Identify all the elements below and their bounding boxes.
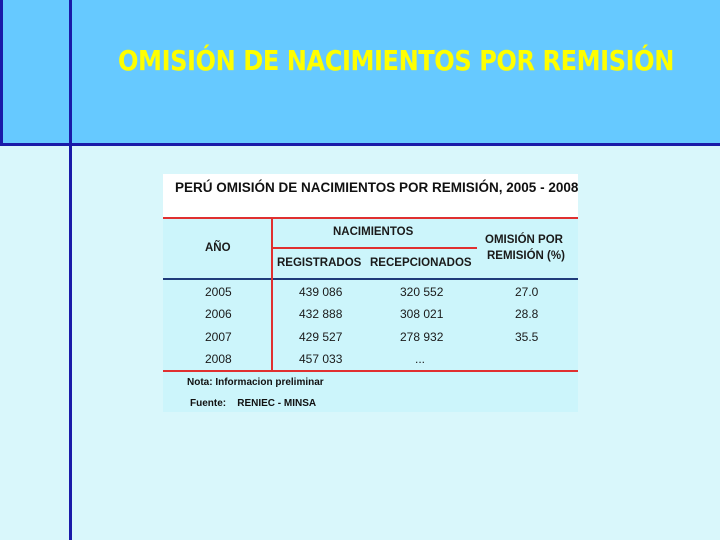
cell-omission: 28.8 bbox=[515, 307, 539, 321]
vertical-rule-line bbox=[69, 0, 72, 540]
table-caption: PERÚ OMISIÓN DE NACIMIENTOS POR REMISIÓN, 2005 - 2008 bbox=[175, 180, 579, 195]
cell-omission: 27.0 bbox=[515, 285, 539, 299]
cell-omission: 35.5 bbox=[515, 330, 539, 344]
horizontal-rule-line bbox=[0, 143, 720, 146]
header-year: AÑO bbox=[205, 242, 231, 254]
header-registered: REGISTRADOS bbox=[277, 257, 362, 269]
cell-registered: 432 888 bbox=[299, 307, 343, 321]
cell-year: 2006 bbox=[205, 307, 232, 321]
cell-received: 320 552 bbox=[400, 285, 444, 299]
header-received: RECEPCIONADOS bbox=[370, 257, 472, 269]
data-table bbox=[163, 174, 578, 412]
cell-year: 2007 bbox=[205, 330, 232, 344]
cell-received: 308 021 bbox=[400, 307, 444, 321]
header-omission-line1: OMISIÓN POR bbox=[485, 234, 563, 246]
cell-registered: 439 086 bbox=[299, 285, 343, 299]
left-border-line bbox=[0, 0, 3, 145]
cell-received: ... bbox=[415, 352, 426, 366]
header-births: NACIMIENTOS bbox=[333, 226, 414, 238]
table-bottom-rule bbox=[163, 370, 578, 372]
slide-title: OMISIÓN DE NACIMIENTOS POR REMISIÓN bbox=[118, 44, 674, 77]
year-column-rule bbox=[271, 218, 273, 370]
births-group-rule bbox=[272, 247, 477, 249]
cell-year: 2008 bbox=[205, 352, 232, 366]
table-source: Fuente: RENIEC - MINSA bbox=[190, 398, 317, 409]
table-top-rule bbox=[163, 217, 578, 219]
cell-registered: 429 527 bbox=[299, 330, 343, 344]
table-note: Nota: Informacion preliminar bbox=[187, 377, 324, 388]
cell-registered: 457 033 bbox=[299, 352, 343, 366]
cell-year: 2005 bbox=[205, 285, 232, 299]
header-bottom-rule bbox=[163, 278, 578, 280]
header-omission-line2: REMISIÓN (%) bbox=[487, 250, 565, 262]
cell-received: 278 932 bbox=[400, 330, 444, 344]
